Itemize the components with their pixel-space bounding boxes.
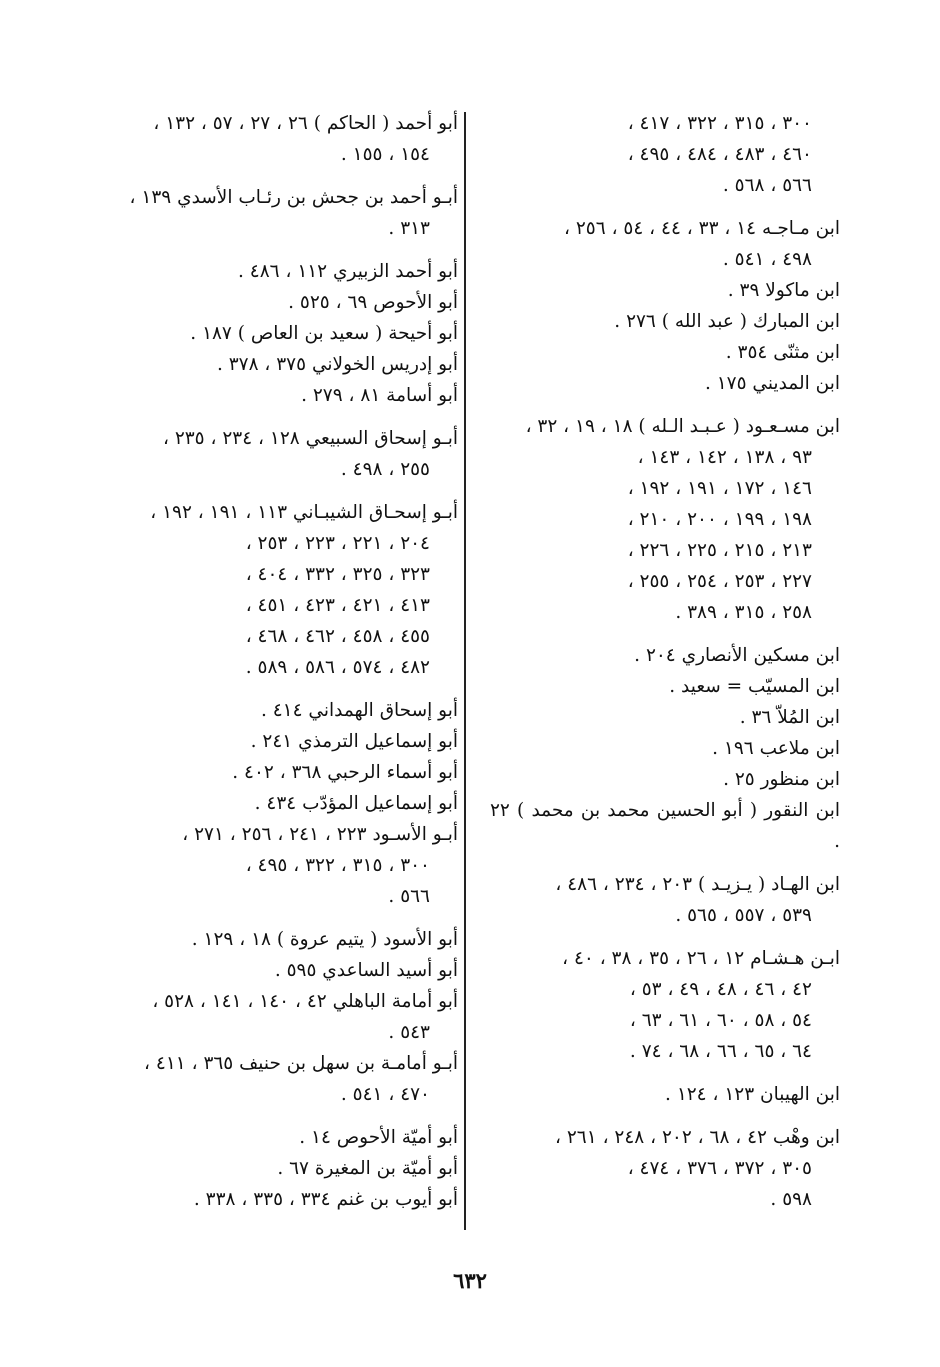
index-entry [490,1122,840,1215]
entry-continuation: ٣٠٥ ، ٣٧٢ ، ٣٧٦ ، ٤٧٤ ، [627,1158,812,1179]
entry-head: أبـو أمامـة بن سهل بن حنيف ٣٦٥ ، ٤١١ ، [144,1053,458,1074]
entry-continuation: ١٤٦ ، ١٧٢ ، ١٩١ ، ١٩٢ ، [627,478,812,499]
index-entry [490,671,840,702]
index-entry [490,640,840,671]
entry-continuation: ٤٩٨ ، ٥٤١ . [722,249,812,270]
page-number: ٦٣٢ [453,1268,487,1293]
entry-continuation: ١٥٤ ، ١٥٥ . [340,144,430,165]
entry-head: أبو أميّة بن المغيرة ٦٧ . [277,1158,458,1179]
entry-head: ابن منظور ٢٥ . [723,769,840,790]
entry-head: أبو أسامة ٨١ ، ٢٧٩ . [301,385,458,406]
entry-head: ابن مثنّى ٣٥٤ . [725,342,840,363]
index-entry [108,318,458,349]
entry-continuation: ٢٠٤ ، ٢٢١ ، ٢٢٣ ، ٢٥٣ ، [245,533,430,554]
right-column [490,108,840,1215]
entry-head: أبو أحمد ( الحاكم ) ٢٦ ، ٢٧ ، ٥٧ ، ١٣٢ ، [153,113,458,134]
entry-continuation: ٥٤٣ . [388,1022,430,1043]
entry-head: أبو أميّة الأحوص ١٤ . [299,1127,458,1148]
entry-continuation: ٥٩٨ . [770,1189,812,1210]
entry-head: أبو إسماعيل الترمذي ٢٤١ . [250,731,458,752]
entry-head: ابن ملاعب ١٩٦ . [712,738,840,759]
entry-continuation: ٢٢٧ ، ٢٥٣ ، ٢٥٤ ، ٢٥٥ ، [627,571,812,592]
entry-head: ابـن هـشـام ١٢ ، ٢٦ ، ٣٥ ، ٣٨ ، ٤٠ ، [562,948,840,969]
index-entry [108,1048,458,1110]
entry-continuation: ٣٢٣ ، ٣٢٥ ، ٣٣٢ ، ٤٠٤ ، [245,564,430,585]
index-entry [108,256,458,287]
entry-continuation: ٤٢ ، ٤٦ ، ٤٨ ، ٤٩ ، ٥٣ ، [629,979,812,1000]
entry-continuation: ٢٥٨ ، ٣١٥ ، ٣٨٩ . [675,602,812,623]
index-entry [490,764,840,795]
entry-continuation: ٢١٣ ، ٢١٥ ، ٢٢٥ ، ٢٢٦ ، [627,540,812,561]
index-entry [490,702,840,733]
entry-continuation: ٤٥٥ ، ٤٥٨ ، ٤٦٢ ، ٤٦٨ ، [245,626,430,647]
entry-continuation: ٥٤ ، ٥٨ ، ٦٠ ، ٦١ ، ٦٣ ، [629,1010,812,1031]
index-entry [108,497,458,683]
index-entry [108,788,458,819]
index-entry [108,349,458,380]
entry-head: ابن المديني ١٧٥ . [704,373,840,394]
entry-head: أبو أسماء الرحبي ٣٦٨ ، ٤٠٢ . [232,762,458,783]
entry-continuation: ٤٧٠ ، ٥٤١ . [340,1084,430,1105]
entry-head: أبو الأحوص ٦٩ ، ٥٢٥ . [288,292,458,313]
entry-head: أبـو إسحـاق الشيبـاني ١١٣ ، ١٩١ ، ١٩٢ ، [150,502,458,523]
entry-continuation: ٢٥٥ ، ٤٩٨ . [340,459,430,480]
index-entry [490,1079,840,1110]
index-entry [490,368,840,399]
entry-head: ابن مسكين الأنصاري ٢٠٤ . [634,645,840,666]
left-column [108,108,458,1215]
entry-head: ابن النقور ( أبو الحسين محمد بن محمد ) ٢٢ . [490,800,840,852]
index-entry [108,380,458,411]
index-entry [108,726,458,757]
index-entry [108,182,458,244]
entry-continuation: ٦٤ ، ٦٥ ، ٦٦ ، ٦٨ ، ٧٤ . [629,1041,812,1062]
entry-head: أبـو إسحاق السبيعي ١٢٨ ، ٢٣٤ ، ٢٣٥ ، [162,428,458,449]
index-entry [490,795,840,857]
entry-continuation: ٣١٣ . [388,218,430,239]
index-entry [108,1153,458,1184]
entry-head: أبو إسحاق الهمداني ٤١٤ . [260,700,458,721]
index-entry [490,411,840,628]
entry-head: ابن مسـعـود ( عـبـد الـله ) ١٨ ، ١٩ ، ٣٢ ، [525,416,840,437]
index-entry [108,955,458,986]
index-entry [108,757,458,788]
index-entry [490,943,840,1067]
entry-head: أبو أحمد الزبيري ١١٢ ، ٤٨٦ . [238,261,458,282]
entry-head: ابن المُلاّ ٣٦ . [739,707,840,728]
index-entry [108,423,458,485]
index-entry [108,1122,458,1153]
index-entry [490,275,840,306]
entry-head: ابن المسيّب = سعيد . [669,676,840,697]
entry-head: ابن الهيبان ١٢٣ ، ١٢٤ . [665,1084,840,1105]
entry-head: ابن مـاجـه ١٤ ، ٣٣ ، ٤٤ ، ٥٤ ، ٢٥٦ ، [564,218,840,239]
entry-continuation: ٩٣ ، ١٣٨ ، ١٤٢ ، ١٤٣ ، [637,447,812,468]
index-entry [108,819,458,912]
entry-head: أبو أيوب بن غنم ٣٣٤ ، ٣٣٥ ، ٣٣٨ . [193,1189,458,1210]
index-entry [108,924,458,955]
entry-continuation: ٣٠٠ ، ٣١٥ ، ٣٢٢ ، ٤١٧ ، [627,113,812,134]
entry-continuation: ٥٦٦ . [388,886,430,907]
entry-continuation: ٤٦٠ ، ٤٨٣ ، ٤٨٤ ، ٤٩٥ ، [627,144,812,165]
index-entry [490,869,840,931]
entry-head: ابن وهْب ٤٢ ، ٦٨ ، ٢٠٢ ، ٢٤٨ ، ٢٦١ ، [555,1127,840,1148]
index-entry [108,108,458,170]
index-entry [490,108,840,201]
entry-head: ابن المبارك ( عبد الله ) ٢٧٦ . [614,311,840,332]
entry-continuation: ١٩٨ ، ١٩٩ ، ٢٠٠ ، ٢١٠ ، [627,509,812,530]
entry-head: أبو إدريس الخولاني ٣٧٥ ، ٣٧٨ . [216,354,458,375]
index-entry [108,695,458,726]
entry-continuation: ٣٠٠ ، ٣١٥ ، ٣٢٢ ، ٤٩٥ ، [245,855,430,876]
index-entry [108,1184,458,1215]
column-divider [464,112,466,1230]
entry-head: ابن الهـاد ( يـزيـد ) ٢٠٣ ، ٢٣٤ ، ٤٨٦ ، [555,874,840,895]
index-entry [108,287,458,318]
index-entry [490,213,840,275]
entry-head: أبـو أحمد بن جحش بن رئـاب الأسدي ١٣٩ ، [129,187,458,208]
index-entry [490,306,840,337]
entry-head: أبو إسماعيل المؤدّب ٤٣٤ . [254,793,458,814]
entry-head: أبو أحيحة ( سعيد بن العاص ) ١٨٧ . [190,323,458,344]
index-entry [490,733,840,764]
entry-continuation: ٤١٣ ، ٤٢١ ، ٤٢٣ ، ٤٥١ ، [245,595,430,616]
index-entry [108,986,458,1048]
entry-continuation: ٥٣٩ ، ٥٥٧ ، ٥٦٥ . [675,905,812,926]
entry-head: أبو الأسود ( يتيم عروة ) ١٨ ، ١٢٩ . [191,929,458,950]
index-entry [490,337,840,368]
entry-continuation: ٤٨٢ ، ٥٧٤ ، ٥٨٦ ، ٥٨٩ . [245,657,430,678]
entry-head: أبو أمامة الباهلي ٤٢ ، ١٤٠ ، ١٤١ ، ٥٢٨ ، [152,991,458,1012]
entry-head: ابن ماكولا ٣٩ . [727,280,840,301]
entry-head: أبـو الأسـود ٢٢٣ ، ٢٤١ ، ٢٥٦ ، ٢٧١ ، [182,824,458,845]
entry-head: أبو أسيد الساعدي ٥٩٥ . [274,960,458,981]
entry-continuation: ٥٦٦ ، ٥٦٨ . [722,175,812,196]
